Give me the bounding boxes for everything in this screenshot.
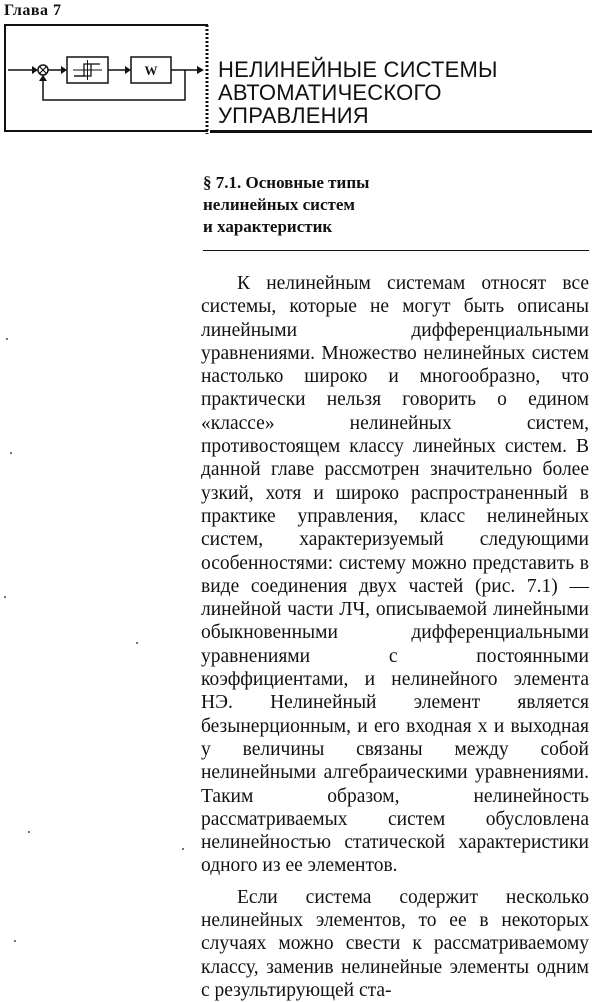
section-heading-line: и характеристик: [203, 217, 333, 236]
ne-to-w-arrow-head: [125, 66, 131, 74]
relay-characteristic-icon: [73, 60, 102, 80]
sum-to-ne-arrow-head: [61, 66, 67, 74]
paragraph: Если система содержит несколько нелинейных элементов, то ее в некоторых случаях можно свести к рассматриваемому классу, заменив нелинейные элементы одним с результирующей ста-: [201, 886, 589, 1001]
feedback-arrow-head: [39, 75, 47, 81]
scan-speck: [10, 452, 12, 454]
output-arrow-head: [197, 66, 204, 74]
scan-speck: [4, 596, 6, 598]
section-rule: [203, 250, 589, 251]
scan-speck: [6, 338, 8, 340]
linear-part-label: W: [144, 63, 158, 78]
scan-speck: [28, 831, 30, 833]
input-arrow-head: [32, 66, 38, 74]
scan-speck: [14, 940, 16, 942]
block-diagram: [4, 24, 210, 136]
scan-speck: [182, 848, 184, 850]
chapter-title-line: АВТОМАТИЧЕСКОГО: [218, 80, 442, 105]
body-text: [201, 272, 589, 1002]
chapter-title: [218, 58, 498, 127]
header-rule: [210, 130, 592, 133]
chapter-title-line: УПРАВЛЕНИЯ: [218, 103, 369, 128]
section-heading: [203, 172, 369, 238]
feedback-path: [43, 70, 185, 100]
scan-speck: [136, 642, 138, 644]
section-heading-line: нелинейных систем: [203, 195, 355, 214]
chapter-label: Глава 7: [4, 2, 62, 19]
paragraph: К нелинейным системам относят все системы, которые не могут быть описаны линейными дифференциальными уравнениями. Множество нелинейных систем настолько широко и многообразно, что практически нельзя говорить о едином «классе» нелинейных систем, противостоящем классу линейных систем. В данной главе рассмотрен значительно более узкий, хотя и широко распространенный в практике управления, класс нелинейных систем, характеризуемый следующими особенностями: систему можно представить в виде соединения двух частей (рис. 7.1) — линейной части ЛЧ, описываемой линейными обыкновенными дифференциальными уравнениями с постоянными коэффициентами, и нелинейного элемента НЭ. Нелинейный элемент является безынерционным, и его входная x и выходная y величины связаны между собой нелинейными алгебраическими уравнениями. Таким образом, нелинейность рассматриваемых систем обусловлена нелинейностью статической характеристики одного из ее элементов.: [201, 273, 589, 877]
section-heading-line: § 7.1. Основные типы: [203, 173, 370, 192]
chapter-title-line: НЕЛИНЕЙНЫЕ СИСТЕМЫ: [218, 57, 498, 82]
summing-junction: [38, 65, 48, 75]
